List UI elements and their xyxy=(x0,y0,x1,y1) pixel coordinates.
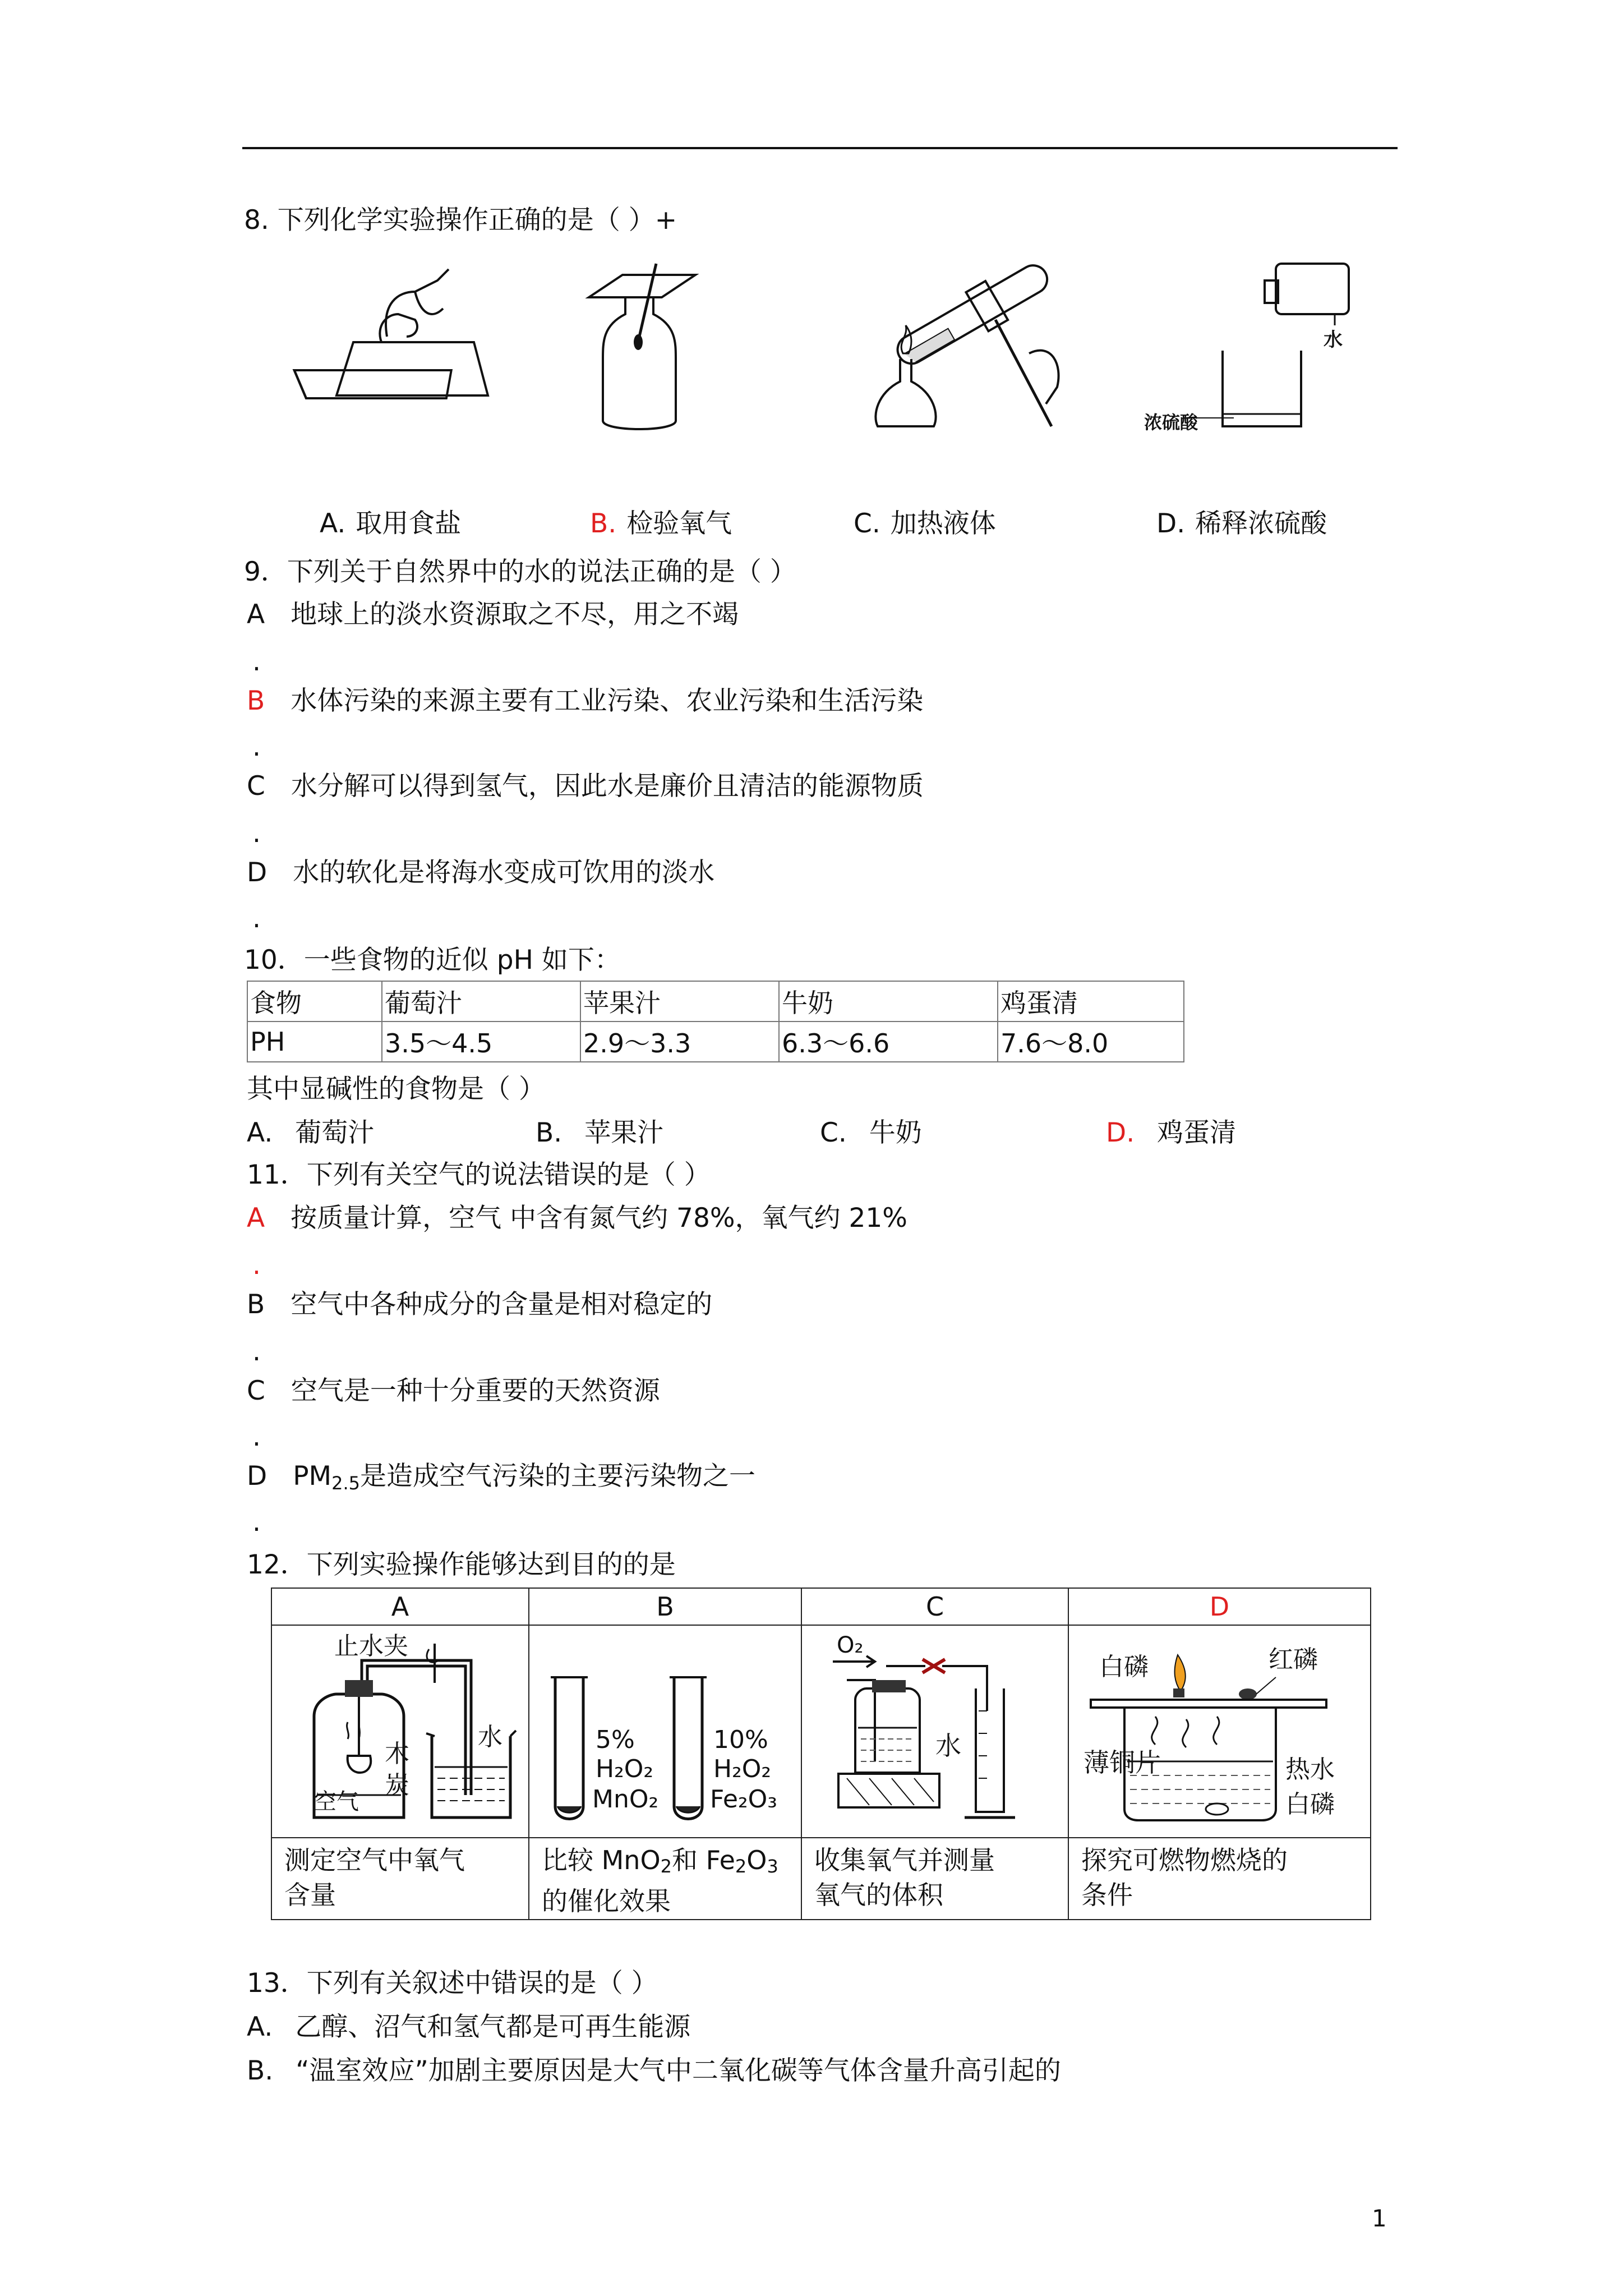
q10-option-b: B. 苹果汁 xyxy=(536,1117,664,1148)
q13-option-a: A. 乙醇、沼气和氢气都是可再生能源 xyxy=(247,2012,691,2042)
q13-stem: 13．下列有关叙述中错误的是（ ） xyxy=(247,1968,658,1999)
q9-option-a-dot: . xyxy=(252,646,261,677)
q12-header-d: D xyxy=(1068,1588,1371,1625)
header-rule xyxy=(242,147,1398,149)
q11-stem: 11．下列有关空气的说法错误的是（ ） xyxy=(247,1159,711,1190)
q12-c-label-water: 水 xyxy=(935,1731,961,1761)
q12-b-label-mno2: MnO₂ xyxy=(592,1785,659,1814)
q13-option-b: B. “温室效应”加剧主要原因是大气中二氧化碳等气体含量升高引起的 xyxy=(247,2055,1061,2086)
q9-option-c-dot: . xyxy=(252,818,261,849)
table-row xyxy=(247,981,1184,1022)
q12-caption-d: 探究可燃物燃烧的 条件 xyxy=(1068,1838,1371,1920)
q12-d-label-hot-water: 热水 xyxy=(1285,1755,1335,1784)
q9-option-d: D 水的软化是将海水变成可饮用的淡水 xyxy=(247,857,715,888)
q9-option-c: C 水分解可以得到氢气，因此水是廉价且清洁的能源物质 xyxy=(247,771,924,802)
table-row xyxy=(247,1022,1184,1062)
q12-stem: 12．下列实验操作能够达到目的的是 xyxy=(247,1549,676,1580)
q12-c-label-o2: O₂ xyxy=(837,1632,864,1658)
q12-a-label-air: 空气 xyxy=(314,1789,359,1815)
q12-caption-a: 测定空气中氧气 含量 xyxy=(271,1838,529,1920)
table-cell: 2.9～3.3 xyxy=(580,1022,779,1062)
q11-option-a: A 按质量计算，空气 中含有氮气约 78%，氧气约 21% xyxy=(247,1203,907,1234)
q12-a-label-carbon-1: 木 xyxy=(385,1740,409,1768)
q12-d-label-white-p: 白磷 xyxy=(1099,1653,1149,1681)
q12-d-label-copper: 薄铜片 xyxy=(1083,1747,1161,1778)
table-row xyxy=(271,1838,1371,1920)
q12-caption-c: 收集氧气并测量 氧气的体积 xyxy=(801,1838,1068,1920)
q8-figure-b-test-oxygen xyxy=(583,264,695,432)
q12-b-label-h2o2-1: H₂O₂ xyxy=(596,1755,653,1783)
q12-b-label-fe2o3: Fe₂O₃ xyxy=(710,1785,777,1814)
q12-header-a: A xyxy=(271,1588,529,1625)
q8-option-c: C. 加热液体 xyxy=(854,508,996,539)
table-cell: PH xyxy=(247,1022,382,1062)
q12-header-c: C xyxy=(801,1588,1068,1625)
table-cell: 葡萄汁 xyxy=(382,981,580,1022)
q10-option-c: C. 牛奶 xyxy=(820,1117,922,1148)
table-cell: 7.6～8.0 xyxy=(998,1022,1184,1062)
q11-option-c-dot: . xyxy=(252,1421,261,1452)
q9-option-d-dot: . xyxy=(252,903,261,934)
q12-a-label-water: 水 xyxy=(478,1723,502,1751)
q8-option-a: A. 取用食盐 xyxy=(320,508,462,539)
q11-option-a-dot: . xyxy=(252,1250,261,1281)
q12-d-label-red-p: 红磷 xyxy=(1269,1645,1318,1674)
q10-option-d: D. 鸡蛋清 xyxy=(1106,1117,1237,1148)
q9-stem: 9．下列关于自然界中的水的说法正确的是（ ） xyxy=(244,556,796,587)
q10-stem: 10．一些食物的近似 pH 如下： xyxy=(244,945,621,976)
table-cell: 食物 xyxy=(247,981,382,1022)
q11-option-d: D $PM_{2.5}$是造成空气污染的主要污染物之一 xyxy=(247,1461,755,1494)
q12-b-label-h2o2-2: H₂O₂ xyxy=(713,1755,771,1783)
q10-question: 其中显碱性的食物是（ ） xyxy=(247,1074,545,1105)
table-row xyxy=(271,1588,1371,1625)
q8-option-b: B. 检验氧气 xyxy=(590,508,732,539)
q8-option-d: D. 稀释浓硫酸 xyxy=(1156,508,1327,539)
q11-option-b-dot: . xyxy=(252,1336,261,1367)
q10-option-a: A. 葡萄汁 xyxy=(247,1117,375,1148)
q11-option-d-dot: . xyxy=(252,1507,261,1538)
table-cell: 鸡蛋清 xyxy=(998,981,1184,1022)
q9-option-b: B 水体污染的来源主要有工业污染、农业污染和生活污染 xyxy=(247,685,924,716)
q9-option-b-dot: . xyxy=(252,731,261,762)
table-cell: 牛奶 xyxy=(779,981,998,1022)
q9-option-a: A 地球上的淡水资源取之不尽，用之不竭 xyxy=(247,599,739,630)
table-cell: 3.5～4.5 xyxy=(382,1022,580,1062)
q8-label-acid: 浓硫酸 xyxy=(1144,412,1198,433)
q12-b-label-10pct: 10% xyxy=(713,1726,768,1754)
q8-figure-a-take-salt xyxy=(303,258,482,404)
q12-b-label-5pct: 5% xyxy=(596,1726,635,1754)
q8-label-water: 水 xyxy=(1324,329,1343,351)
q11-option-c: C 空气是一种十分重要的天然资源 xyxy=(247,1375,660,1406)
q8-stem: 8. 下列化学实验操作正确的是（ ）+ xyxy=(244,205,677,236)
q8-figure-c-heat-liquid xyxy=(866,258,1080,438)
q12-a-label-clamp: 止水夹 xyxy=(334,1632,408,1660)
table-cell: 6.3～6.6 xyxy=(779,1022,998,1062)
q12-caption-b: 比较 MnO2和 Fe2O3 的催化效果 xyxy=(529,1838,801,1920)
page-number: 1 xyxy=(1372,2205,1387,2232)
q12-header-b: B xyxy=(529,1588,801,1625)
q12-d-label-white-p-2: 白磷 xyxy=(1285,1790,1335,1819)
q11-option-b: B 空气中各种成分的含量是相对稳定的 xyxy=(247,1289,713,1320)
table-cell: 苹果汁 xyxy=(580,981,779,1022)
q10-ph-table xyxy=(247,981,1184,1062)
q12-a-label-carbon-2: 炭 xyxy=(385,1771,409,1800)
